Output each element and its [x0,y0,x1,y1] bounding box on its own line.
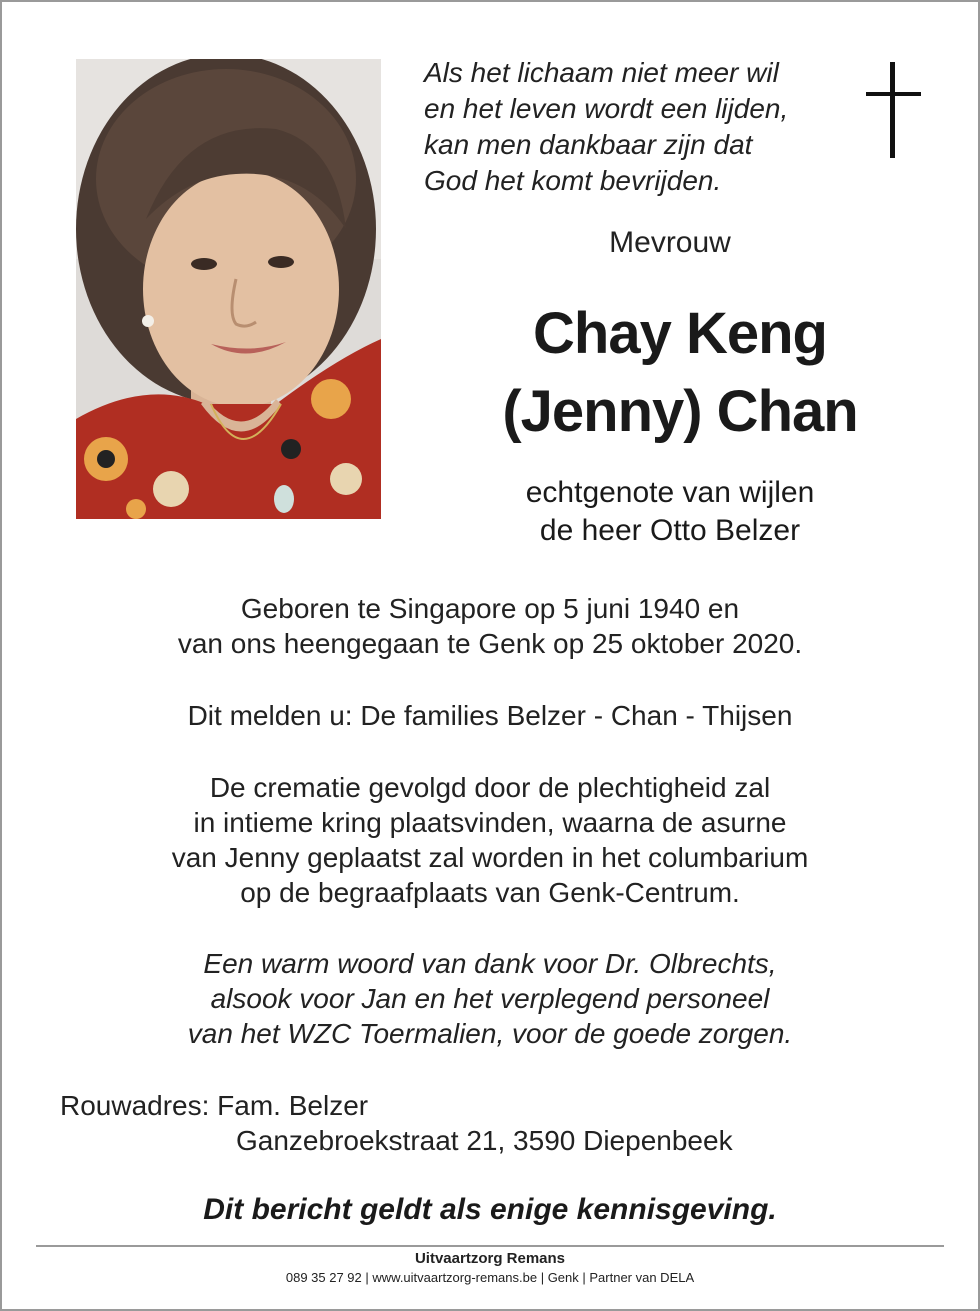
deceased-name [470,295,890,451]
birth-death-info [40,591,940,661]
divider [36,1245,944,1247]
text-line: Een warm woord van dank voor Dr. Olbrechts, [203,948,777,979]
spouse-line: de heer Otto Belzer [539,514,801,547]
memorial-poem [424,55,844,199]
text-line: in intieme kring plaatsvinden, waarna de asurne [193,807,787,838]
cross-icon [866,62,921,158]
text-line: De crematie gevolgd door de plechtigheid zal [209,772,771,803]
portrait-photo [76,59,381,519]
mourning-address [60,1088,860,1158]
spouse-info [460,474,880,550]
notice-statement: Dit bericht geldt als enige kennisgeving. [203,1193,777,1226]
family-announcement [40,698,940,733]
text-line: van het WZC Toermalien, voor de goede zorgen. [187,1018,793,1049]
poem-line: kan men dankbaar zijn dat [424,129,753,160]
funeral-home-name: Uitvaartzorg Remans [414,1250,566,1267]
cremation-info [40,770,940,910]
name-line: Chay Keng [533,301,827,366]
address-line: Rouwadres: Fam. Belzer [60,1090,369,1121]
funeral-home-contact: 089 35 27 92 | www.uitvaartzorg-remans.be | Genk | Partner van DELA [285,1270,695,1285]
text-line: alsook voor Jan en het verplegend personeel [210,983,770,1014]
title-prefix: Mevrouw [609,226,731,259]
address-line: Ganzebroekstraat 21, 3590 Diepenbeek [236,1125,733,1156]
poem-line: en het leven wordt een lijden, [424,93,789,124]
text-line: op de begraafplaats van Genk-Centrum. [240,877,740,908]
text-line: Geboren te Singapore op 5 juni 1940 en [240,593,740,624]
text-line: van ons heengegaan te Genk op 25 oktober 2020. [177,628,803,659]
poem-line: God het komt bevrijden. [424,165,722,196]
name-line: (Jenny) Chan [502,379,858,444]
spouse-line: echtgenote van wijlen [525,476,815,509]
text-line: van Jenny geplaatst zal worden in het columbarium [171,842,809,873]
text-line: Dit melden u: De families Belzer - Chan - Thijsen [187,700,793,731]
poem-line: Als het lichaam niet meer wil [424,57,779,88]
thanks-message [40,946,940,1051]
